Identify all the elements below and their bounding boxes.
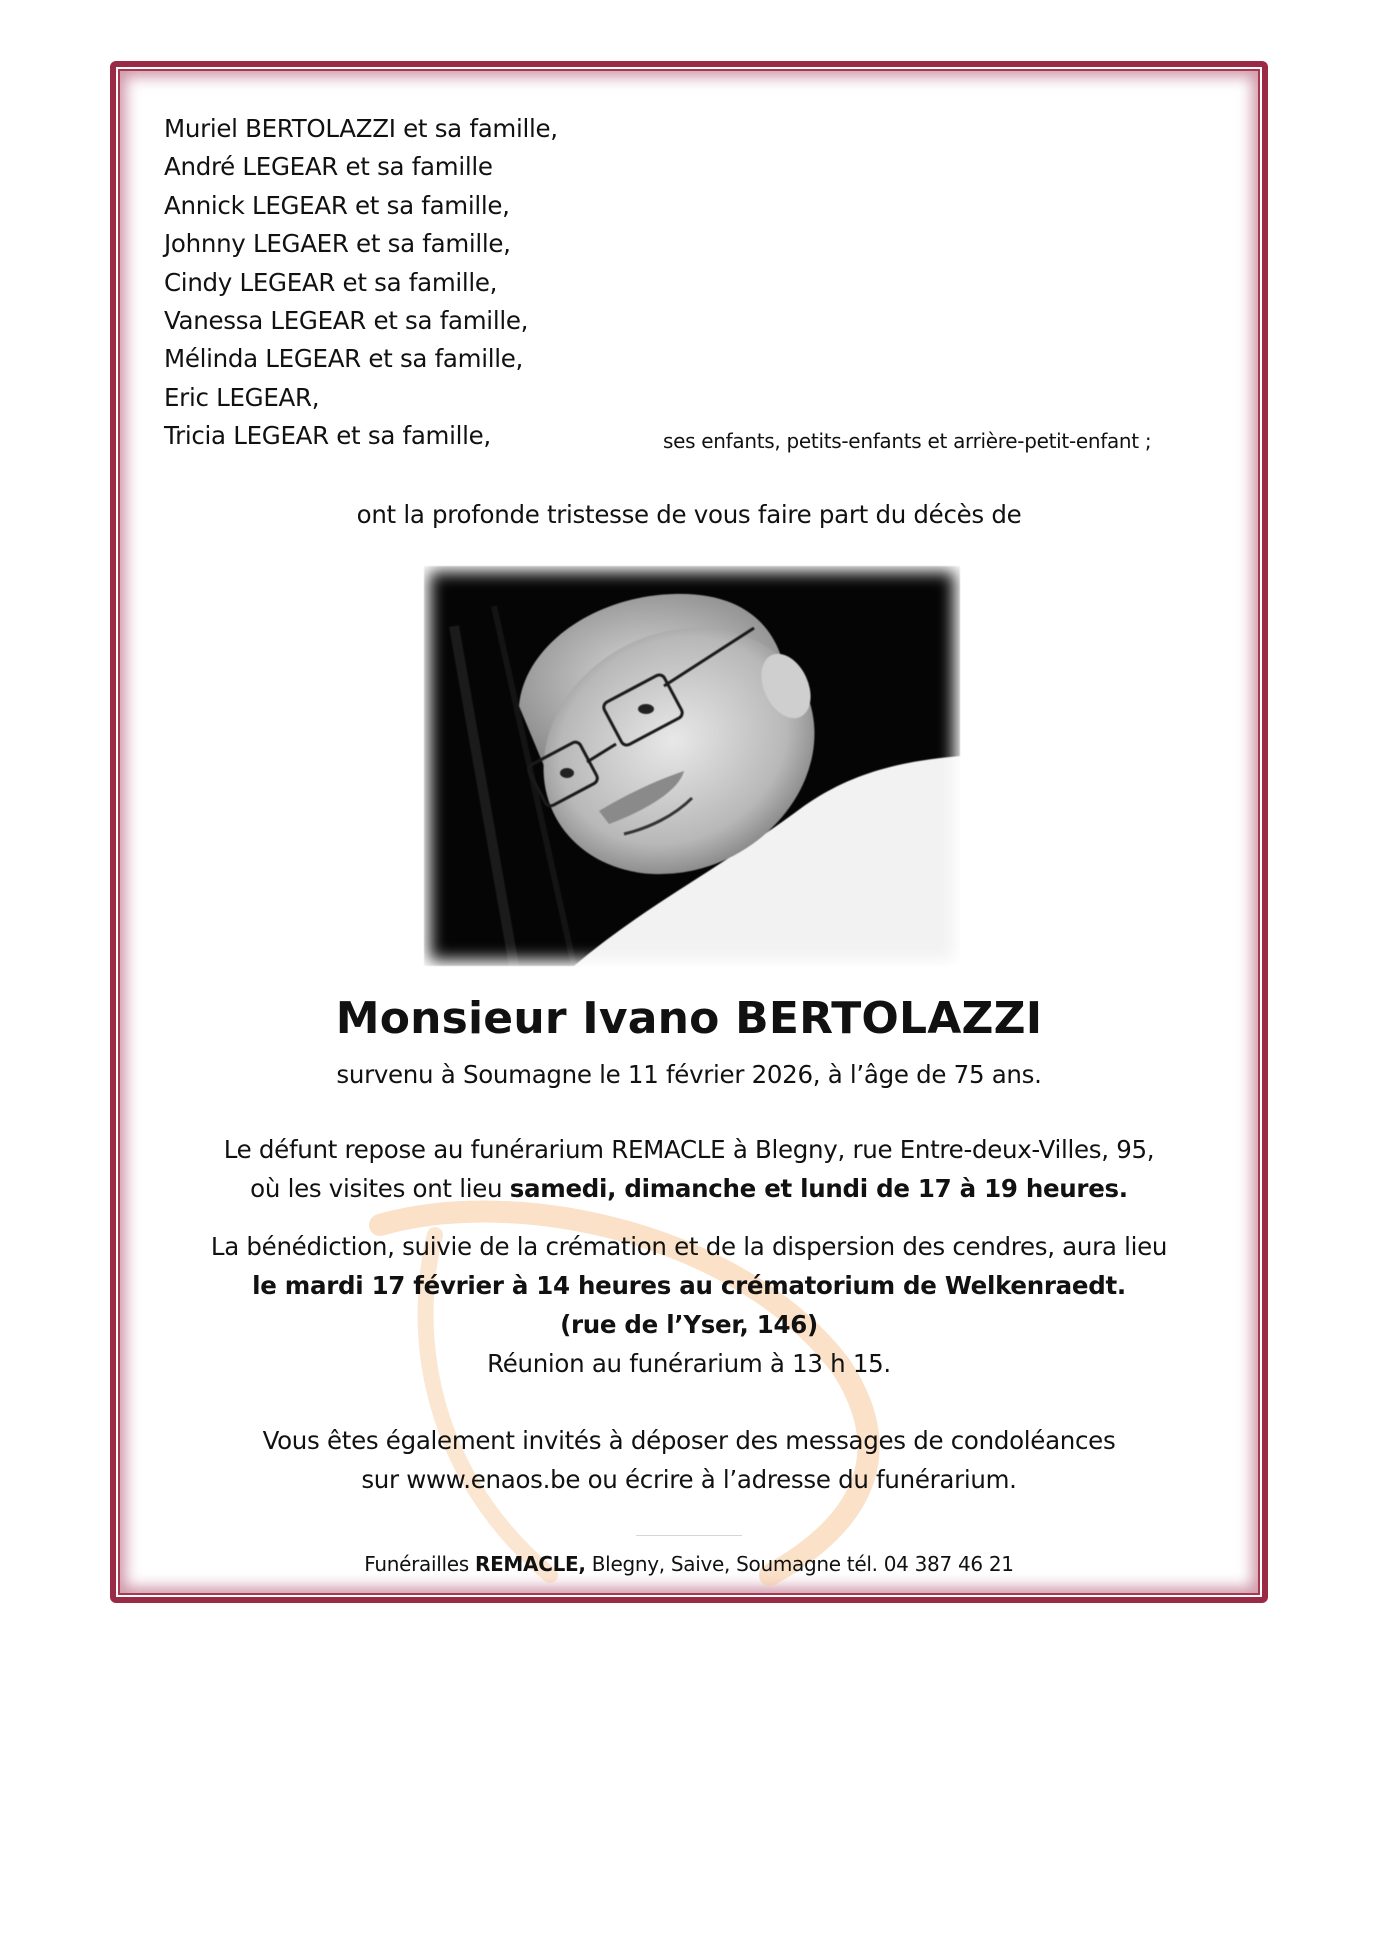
family-member: Eric LEGEAR, [164, 382, 320, 412]
condolences-line-2: sur www.enaos.be ou écrire à l’adresse du funérarium. [361, 1465, 1017, 1494]
funeral-home-footer [110, 1552, 1268, 1576]
footer-locations: Blegny, Saive, Soumagne tél. 04 387 46 21 [585, 1552, 1014, 1576]
footer-company: REMACLE, [474, 1552, 586, 1576]
family-member: Tricia LEGEAR et sa famille, [164, 421, 491, 451]
visits-prefix: où les visites ont lieu [250, 1174, 510, 1203]
family-member: Mélinda LEGEAR et sa famille, [164, 344, 523, 374]
ceremony-address: (rue de l’Yser, 146) [560, 1310, 818, 1339]
deceased-name: Monsieur Ivano BERTOLAZZI [335, 993, 1043, 1044]
rest-place: Le défunt repose au funérarium REMACLE à Blegny, rue Entre-deux-Villes, 95, [223, 1135, 1155, 1164]
family-relation: ses enfants, petits-enfants et arrière-petit-enfant ; [663, 429, 1152, 453]
death-info: survenu à Soumagne le 11 février 2026, à l’âge de 75 ans. [336, 1060, 1042, 1089]
condolences-line-1: Vous êtes également invités à déposer des messages de condoléances [262, 1426, 1116, 1455]
visits-info [110, 1174, 1268, 1203]
ceremony-intro: La bénédiction, suivie de la crémation et de la dispersion des cendres, aura lieu [210, 1232, 1168, 1261]
family-member: André LEGEAR et sa famille [164, 152, 493, 182]
family-member: Muriel BERTOLAZZI et sa famille, [164, 114, 558, 143]
family-list [164, 110, 558, 456]
ceremony-when: le mardi 17 février à 14 heures au crématorium de Welkenraedt. [252, 1271, 1126, 1300]
family-member: Annick LEGEAR et sa famille, [164, 190, 510, 220]
visits-times: samedi, dimanche et lundi de 17 à 19 heures. [509, 1174, 1128, 1203]
family-member: Cindy LEGEAR et sa famille, [164, 267, 498, 297]
meeting-info: Réunion au funérarium à 13 h 15. [487, 1349, 891, 1378]
footer-divider [636, 1535, 742, 1536]
announcement-intro: ont la profonde tristesse de vous faire part du décès de [356, 500, 1022, 529]
family-member: Johnny LEGAER et sa famille, [164, 229, 511, 259]
portrait-photo [420, 562, 964, 970]
footer-prefix: Funérailles [364, 1552, 475, 1576]
photo-vignette [420, 562, 964, 970]
family-member: Vanessa LEGEAR et sa famille, [164, 306, 529, 336]
